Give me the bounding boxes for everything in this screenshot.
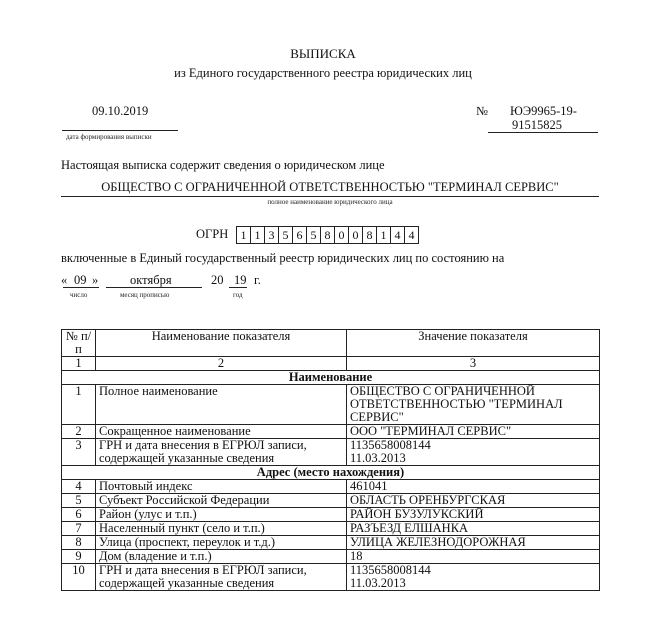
row-value: 461041 bbox=[347, 480, 600, 494]
document-title: ВЫПИСКА bbox=[290, 46, 356, 61]
table-row bbox=[62, 508, 600, 522]
month-underline bbox=[106, 287, 202, 288]
year-suffix: г. bbox=[254, 273, 261, 287]
ogrn-digit: 8 bbox=[321, 227, 335, 243]
row-number: 3 bbox=[62, 439, 96, 466]
ogrn-digit: 0 bbox=[349, 227, 363, 243]
index-cell: 2 bbox=[96, 357, 347, 371]
date-caption: дата формирования выписки bbox=[66, 133, 152, 141]
row-value: 1135658008144 11.03.2013 bbox=[347, 564, 600, 591]
day-caption: число bbox=[70, 291, 88, 299]
name-rows bbox=[62, 385, 600, 466]
row-label: ГРН и дата внесения в ЕГРЮЛ записи, содержащей указанные сведения bbox=[96, 564, 347, 591]
row-number: 8 bbox=[62, 536, 96, 550]
row-label: Улица (проспект, переулок и т.д.) bbox=[96, 536, 347, 550]
table-index-row bbox=[62, 357, 600, 371]
document-subtitle: из Единого государственного реестра юридических лиц bbox=[174, 66, 472, 80]
egrul-table bbox=[61, 329, 600, 591]
row-number: 10 bbox=[62, 564, 96, 591]
section-row-address bbox=[62, 466, 600, 480]
extract-number-line1: ЮЭ9965-19- bbox=[510, 104, 577, 118]
ogrn-digit: 4 bbox=[408, 228, 415, 242]
table-row bbox=[62, 564, 600, 591]
ogrn-digit: 6 bbox=[293, 227, 307, 243]
ogrn-digit: 4 bbox=[391, 227, 405, 243]
year-caption: год bbox=[233, 291, 243, 299]
row-number: 1 bbox=[62, 385, 96, 425]
year-underline bbox=[229, 287, 247, 288]
section-title: Адрес (место нахождения) bbox=[62, 466, 600, 480]
row-label: Сокращенное наименование bbox=[96, 425, 347, 439]
day-open-quote: « bbox=[61, 273, 68, 287]
ogrn-digit: 1 bbox=[251, 227, 265, 243]
company-name: ОБЩЕСТВО С ОГРАНИЧЕННОЙ ОТВЕТСТВЕННОСТЬЮ "ТЕРМИНАЛ СЕРВИС" bbox=[101, 180, 559, 194]
extract-number-line2: 91515825 bbox=[512, 118, 562, 132]
table-row bbox=[62, 480, 600, 494]
ogrn-digit: 1 bbox=[377, 227, 391, 243]
row-number: 9 bbox=[62, 550, 96, 564]
company-caption: полное наименование юридического лица bbox=[267, 198, 393, 206]
table-row bbox=[62, 494, 600, 508]
row-label: Полное наименование bbox=[96, 385, 347, 425]
row-label: Субъект Российской Федерации bbox=[96, 494, 347, 508]
table-row bbox=[62, 550, 600, 564]
row-number: 5 bbox=[62, 494, 96, 508]
status-year: 19 bbox=[234, 273, 247, 287]
ogrn-digit: 5 bbox=[307, 227, 321, 243]
ogrn-digit: 8 bbox=[363, 227, 377, 243]
section-row-name bbox=[62, 371, 600, 385]
row-value: РАЗЪЕЗД ЕЛШАНКА bbox=[347, 522, 600, 536]
table-row bbox=[62, 425, 600, 439]
month-caption: месяц прописью bbox=[120, 291, 170, 299]
row-value: УЛИЦА ЖЕЛЕЗНОДОРОЖНАЯ bbox=[347, 536, 600, 550]
ogrn-digit: 0 bbox=[335, 227, 349, 243]
section-title: Наименование bbox=[62, 371, 600, 385]
header-number: № п/п bbox=[62, 330, 96, 357]
status-month: октября bbox=[130, 273, 172, 287]
row-label: ГРН и дата внесения в ЕГРЮЛ записи, содержащей указанные сведения bbox=[96, 439, 347, 466]
address-rows bbox=[62, 480, 600, 591]
status-text: включенные в Единый государственный реестр юридических лиц по состоянию на bbox=[61, 251, 505, 265]
row-label: Почтовый индекс bbox=[96, 480, 347, 494]
row-value: РАЙОН БУЗУЛУКСКИЙ bbox=[347, 508, 600, 522]
ogrn-label: ОГРН bbox=[196, 227, 229, 241]
table-row bbox=[62, 522, 600, 536]
row-number: 7 bbox=[62, 522, 96, 536]
row-label: Населенный пункт (село и т.п.) bbox=[96, 522, 347, 536]
row-value: 18 bbox=[347, 550, 600, 564]
extract-date: 09.10.2019 bbox=[92, 104, 149, 118]
row-label: Дом (владение и т.п.) bbox=[96, 550, 347, 564]
row-label: Район (улус и т.п.) bbox=[96, 508, 347, 522]
day-underline bbox=[63, 287, 99, 288]
date-underline bbox=[62, 130, 178, 131]
header-indicator: Наименование показателя bbox=[96, 330, 347, 357]
company-underline bbox=[61, 196, 599, 197]
table-row bbox=[62, 536, 600, 550]
ogrn-digit: 1 bbox=[237, 227, 251, 243]
status-day: 09 bbox=[74, 273, 87, 287]
year-prefix: 20 bbox=[211, 273, 224, 287]
day-close-quote: » bbox=[92, 273, 99, 287]
row-number: 6 bbox=[62, 508, 96, 522]
number-underline bbox=[488, 132, 598, 133]
table-header-row bbox=[62, 330, 600, 357]
index-cell: 1 bbox=[62, 357, 96, 371]
row-value: ОБЩЕСТВО С ОГРАНИЧЕННОЙ ОТВЕТСТВЕННОСТЬЮ "ТЕРМИНАЛ СЕРВИС" bbox=[347, 385, 600, 425]
ogrn-digit: 5 bbox=[279, 227, 293, 243]
index-cell: 3 bbox=[347, 357, 600, 371]
ogrn-digits bbox=[236, 226, 419, 244]
header-value: Значение показателя bbox=[347, 330, 600, 357]
number-sign: № bbox=[476, 104, 488, 118]
row-number: 4 bbox=[62, 480, 96, 494]
row-value: 1135658008144 11.03.2013 bbox=[347, 439, 600, 466]
row-value: ОБЛАСТЬ ОРЕНБУРГСКАЯ bbox=[347, 494, 600, 508]
table-row bbox=[62, 439, 600, 466]
row-number: 2 bbox=[62, 425, 96, 439]
table-row bbox=[62, 385, 600, 425]
ogrn-digit: 3 bbox=[265, 227, 279, 243]
row-value: ООО "ТЕРМИНАЛ СЕРВИС" bbox=[347, 425, 600, 439]
intro-text: Настоящая выписка содержит сведения о юридическом лице bbox=[61, 158, 385, 172]
